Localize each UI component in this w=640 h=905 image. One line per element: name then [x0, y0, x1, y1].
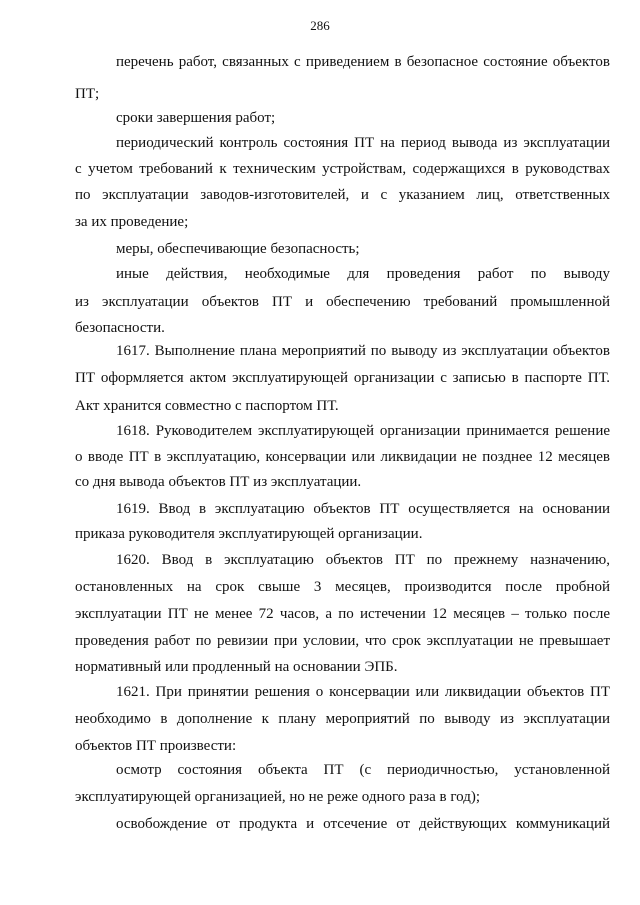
text-line: сроки завершения работ; [116, 110, 276, 126]
text-line: меры, обеспечивающие безопасность; [116, 241, 360, 257]
text-line: иные действия, необходимые для проведения работ по выводу [116, 266, 610, 282]
text-line: эксплуатации ПТ не менее 72 часов, а по истечении 12 месяцев – только после [75, 606, 610, 622]
text-line: приказа руководителя эксплуатирующей организации. [75, 526, 423, 542]
text-line: ПТ; [75, 86, 100, 102]
text-line: ПТ оформляется актом эксплуатирующей организации с записью в паспорте ПТ. [75, 370, 610, 386]
text-line: объектов ПТ произвести: [75, 738, 237, 754]
text-line: безопасности. [75, 320, 165, 336]
text-line: Акт хранится совместно с паспортом ПТ. [75, 398, 339, 414]
text-line: 1617. Выполнение плана мероприятий по выводу из эксплуатации объектов [116, 343, 610, 359]
text-line: проведения работ по ревизии при условии, что срок эксплуатации не превышает [75, 633, 610, 649]
text-line: о вводе ПТ в эксплуатацию, консервации или ликвидации не позднее 12 месяцев [75, 449, 610, 465]
page-number: 286 [310, 18, 330, 33]
text-line: нормативный или продленный на основании ЭПБ. [75, 659, 398, 675]
text-line: за их проведение; [75, 214, 189, 230]
text-line: 1620. Ввод в эксплуатацию объектов ПТ по прежнему назначению, [116, 552, 610, 568]
text-line: с учетом требований к техническим устройствам, содержащихся в руководствах [75, 161, 610, 177]
text-line: по эксплуатации заводов-изготовителей, и с указанием лиц, ответственных [75, 187, 610, 203]
text-line: 1619. Ввод в эксплуатацию объектов ПТ осуществляется на основании [116, 501, 610, 517]
text-line: остановленных на срок свыше 3 месяцев, производится после пробной [75, 579, 610, 595]
text-line: осмотр состояния объекта ПТ (с периодичностью, установленной [116, 762, 610, 778]
text-line: из эксплуатации объектов ПТ и обеспечению требований промышленной [75, 294, 610, 310]
text-line: со дня вывода объектов ПТ из эксплуатации. [75, 474, 362, 490]
text-line: 1618. Руководителем эксплуатирующей организации принимается решение [116, 423, 610, 439]
text-line: освобождение от продукта и отсечение от действующих коммуникаций [116, 816, 610, 832]
text-line: необходимо в дополнение к плану мероприятий по выводу из эксплуатации [75, 711, 610, 727]
text-line: периодический контроль состояния ПТ на период вывода из эксплуатации [116, 135, 610, 151]
text-line: 1621. При принятии решения о консервации или ликвидации объектов ПТ [116, 684, 610, 700]
text-line: перечень работ, связанных с приведением в безопасное состояние объектов [116, 54, 610, 70]
text-line: эксплуатирующей организацией, но не реже одного раза в год); [75, 789, 481, 805]
